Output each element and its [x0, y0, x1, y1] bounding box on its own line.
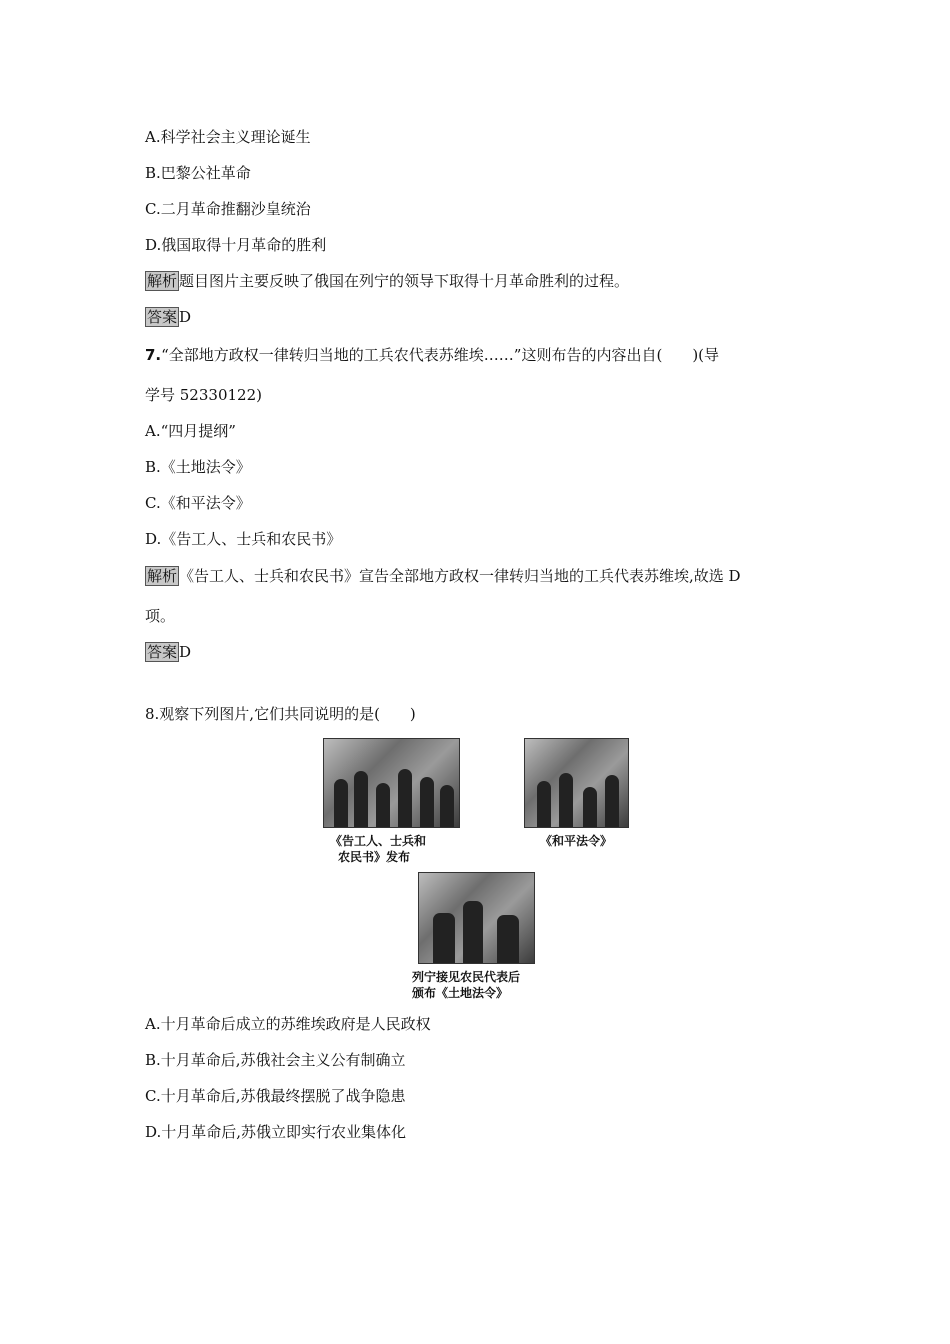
q6-option-d: D.俄国取得十月革命的胜利: [145, 236, 327, 254]
photo3-caption-line1: 列宁接见农民代表后: [412, 970, 521, 984]
q7-answer: [145, 642, 191, 662]
q7-option-c: C.《和平法令》: [145, 494, 251, 512]
photo-proclamation: [323, 738, 460, 828]
q6-option-c: C.二月革命推翻沙皇统治: [145, 200, 311, 218]
q7-stem-text: “全部地方政权一律转归当地的工兵农代表苏维埃……”这则布告的内容出自( )(导: [161, 346, 720, 364]
q8-option-c: C.十月革命后,苏俄最终摆脱了战争隐患: [145, 1087, 406, 1105]
photo1-caption-line1: 《告工人、士兵和: [330, 834, 427, 848]
q7-number: 7.: [145, 346, 162, 364]
q7-option-d: D.《告工人、士兵和农民书》: [145, 530, 342, 548]
q7-option-a: A.“四月提纲”: [145, 422, 236, 440]
photo-land-decree: [418, 872, 535, 964]
q6-analysis: [145, 271, 629, 291]
analysis-text: 题目图片主要反映了俄国在列宁的领导下取得十月革命胜利的过程。: [179, 272, 630, 290]
q7-analysis-cont: 项。: [145, 607, 176, 625]
photo1-caption-line2: 农民书》发布: [338, 850, 411, 864]
photo2-caption: 《和平法令》: [540, 834, 613, 848]
q8-option-d: D.十月革命后,苏俄立即实行农业集体化: [145, 1123, 407, 1141]
q6-answer: [145, 307, 191, 327]
q6-option-b: B.巴黎公社革命: [145, 164, 251, 182]
photo3-caption-line2: 颁布《土地法令》: [412, 986, 509, 1000]
answer-value: D: [179, 643, 192, 661]
q8-option-a: A.十月革命后成立的苏维埃政府是人民政权: [145, 1015, 431, 1033]
answer-value: D: [179, 308, 192, 326]
q7-option-b: B.《土地法令》: [145, 458, 251, 476]
q8-option-b: B.十月革命后,苏俄社会主义公有制确立: [145, 1051, 406, 1069]
photo-peace-decree: [524, 738, 629, 828]
analysis-text: 《告工人、士兵和农民书》宣告全部地方政权一律转归当地的工兵代表苏维埃,故选 D: [179, 567, 741, 585]
answer-tag: 答案: [147, 643, 178, 661]
q7-analysis: [145, 566, 741, 586]
analysis-tag: 解析: [147, 567, 178, 585]
q7-stem-line2: 学号 52330122): [145, 386, 262, 404]
q8-stem: 8.观察下列图片,它们共同说明的是( ): [145, 705, 416, 723]
q7-stem-line1: [145, 345, 719, 365]
analysis-tag: 解析: [147, 272, 178, 290]
q6-option-a: A.科学社会主义理论诞生: [145, 128, 311, 146]
answer-tag: 答案: [147, 308, 178, 326]
